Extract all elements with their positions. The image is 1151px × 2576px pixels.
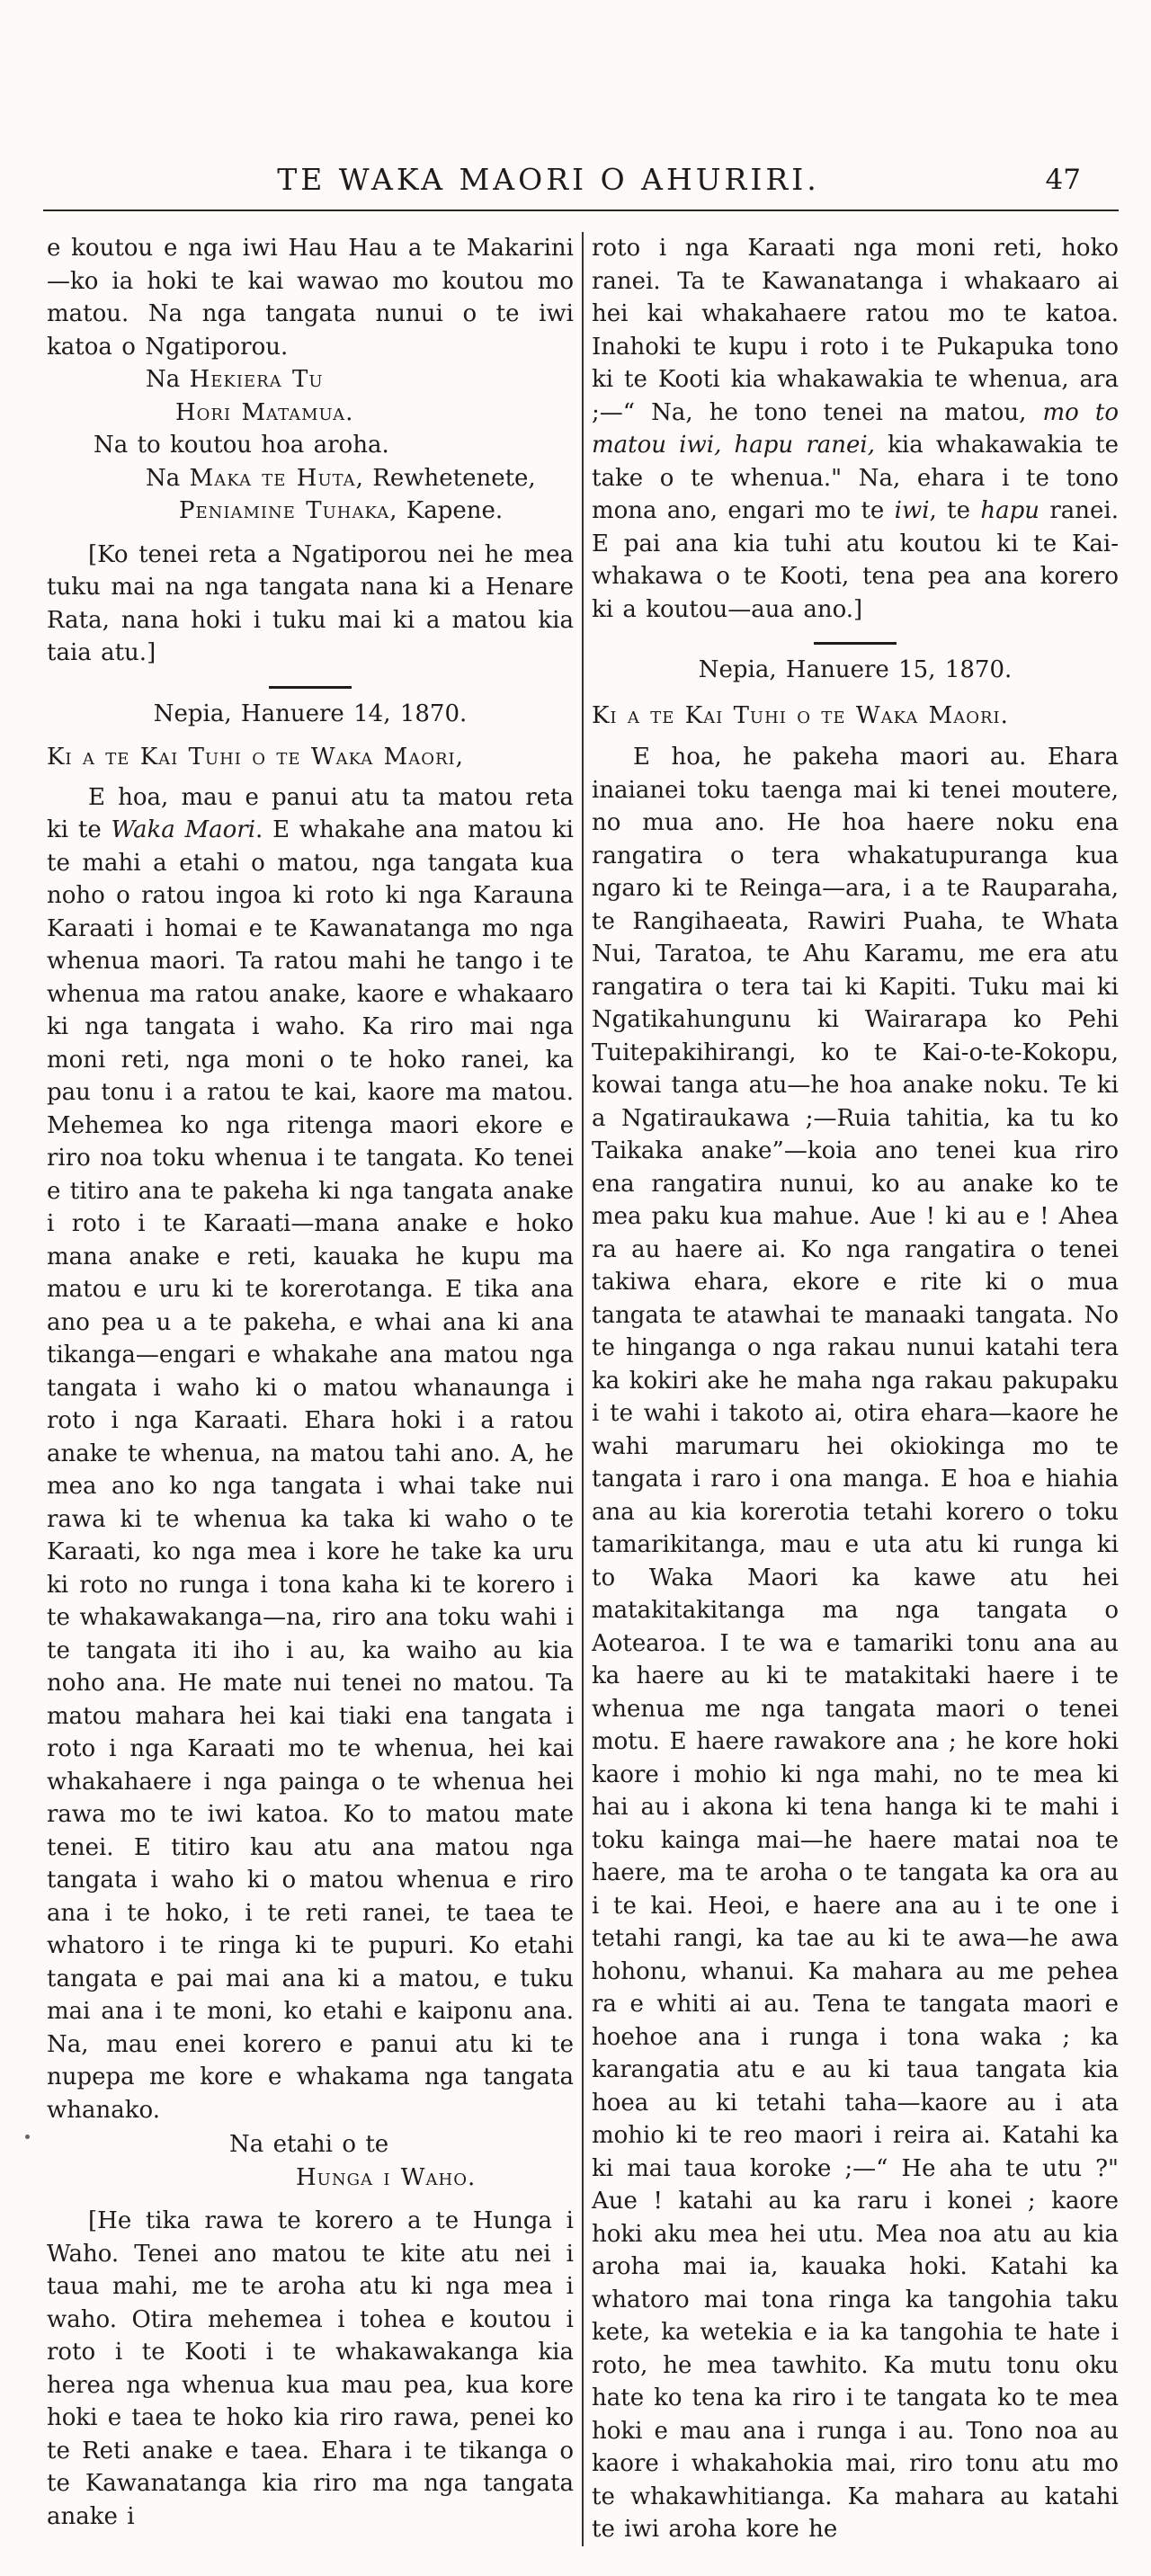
paragraph xyxy=(47,2205,574,2533)
date-line xyxy=(592,654,1119,687)
page-number: 47 xyxy=(1045,164,1081,196)
text-segment: Hunga i Waho. xyxy=(296,2163,477,2191)
text-segment: mo to matou iwi, hapu ranei, xyxy=(592,398,1119,459)
text-segment: iwi xyxy=(894,497,930,524)
paragraph xyxy=(592,232,1119,626)
text-segment: [Ko tenei reta a Ngatiporou nei he mea tuku mai na nga tangata nana ki a Henare Rata, nana hoki i tuku mai ki a matou kia taia atu.] xyxy=(47,540,574,666)
paragraph xyxy=(47,781,574,2127)
text-segment: E hoa, mau e panui atu ta matou reta ki te xyxy=(47,783,574,843)
text-segment: . E whakahe ana matou ki te mahi a etahi o matou, nga tangata kua noho o ratou ingoa ki roto ki nga Karauna Karaati i homai e te Kawanatanga mo nga whenua maori. Ta ratou mahi he tango i te whenua ma ratou anake, kaore e whakaaro ki nga tangata i waho. Ka riro mai nga moni reti, nga moni o te hoko ranei, ka pau tonu i a ratou te kai, kaore ma matou. Mehemea ko nga ritenga maori ekore e riro noa toku whenua i te tangata. Ko tenei e titiro ana te pakeha ki nga tangata anake i roto i te Karaati—mana anake e hoko mana anake e reti, kauaka he kupu ma matou e uru ki te korerotanga. E tika ana ano pea u a te pakeha, e whai ana ki ana tikanga—engari e whakahe ana matou nga tangata i waho ki o matou whanaunga i roto i nga Karaati. Ehara hoki i a ratou anake te whenua, na matou tahi ano. A, he mea ano ko nga tangata i whai take nui rawa ki te whenua ka taka ki waho o te Karaati, ko nga mea i kore he take ka uru ki roto no runga i tona kaha ki te korero i te whakawakanga—na, riro ana toku wahi i te tangata iti iho i au, ka waiho au kia noho ana. He mate nui tenei no matou. Ta matou mahara hei kai tiaki ena tangata i roto i nga Karaati mo te whenua, hei kai whakahaere i nga painga o te whenua hei rawa mo te iwi katoa. Ko to matou mate tenei. E titiro kau atu ana matou nga tangata i waho ki o matou whenua e riro ana i te hoko, i te reti ranei, te taea te whatoro i te ringa ki te pupuri. Ko etahi tangata e pai mai ana ki a matou, e tuku mai ana i te moni, ko etahi e kaiponu ana. Na, mau enei korero e panui atu ki te nupepa me kore e whakama nga tangata whanako. xyxy=(47,816,574,2124)
text-segment: Maka te Huta xyxy=(189,464,356,492)
text-segment: , Rewhetenete, xyxy=(355,464,536,492)
text-segment: Ki a te Kai Tuhi o te Waka Maori, xyxy=(47,744,464,771)
text-segment: roto i nga Karaati nga moni reti, hoko ranei. Ta te Kawanatanga i whakaaro ai hei kai whakahaere ratou mo te katoa. Inahoki te kupu i roto i te Pukapuka tono ki te Kooti kia whakawakia te whenua, ara ;—“ Na, he tono tenei na matou, xyxy=(592,235,1119,426)
text-segment: Ki a te Kai Tuhi o te Waka Maori. xyxy=(592,701,1009,729)
text-segment: hapu xyxy=(980,497,1039,524)
text-segment: , Kapene. xyxy=(389,497,504,524)
header-rule xyxy=(43,209,1119,211)
signature-line xyxy=(179,495,574,528)
text-segment: Nepia, Hanuere 15, 1870. xyxy=(698,656,1013,683)
signature-line xyxy=(146,363,574,397)
divider-rule xyxy=(269,686,352,689)
letter-heading xyxy=(592,700,1119,733)
print-artifact-dot xyxy=(25,2135,30,2139)
paragraph xyxy=(47,232,574,363)
divider-rule xyxy=(814,642,897,645)
text-segment: Na xyxy=(146,464,190,492)
signature-line xyxy=(94,429,574,462)
left-column xyxy=(47,232,574,2546)
text-segment: ranei. E pai ana kia tuhi atu koutou ki te Kai-whakawa o te Kooti, tena pea ana korero ki a koutou—aua ano.] xyxy=(592,497,1119,623)
text-segment: kia whakawakia te take o te whenua." Na, ehara i te tono mona ano, engari mo te xyxy=(592,432,1119,524)
text-segment: Hekiera Tu xyxy=(189,366,324,393)
text-columns xyxy=(47,232,1119,2546)
column-divider-rule xyxy=(582,232,584,2546)
text-segment: , te xyxy=(929,497,981,524)
text-segment: Na to koutou hoa aroha. xyxy=(94,432,389,459)
text-segment: e koutou e nga iwi Hau Hau a te Makarini —ko ia hoki te kai wawao mo koutou mo matou. Na nga tangata nunui o te iwi katoa o Ngatiporou. xyxy=(47,235,574,361)
signature-line xyxy=(146,462,574,495)
text-segment: Na etahi o te xyxy=(229,2131,389,2158)
text-segment: [He tika rawa te korero a te Hunga i Waho. Tenei ano matou te kite atu nei i taua mahi, me te aroha atu ki nga mea i waho. Otira mehemea i tohea e koutou i roto i te Kooti i te whakawakanga kia herea nga whenua kua mau pea, kua kore hoki e taea te hoko kia riro rawa, penei ko te Reti anake e taea. Ehara i te tikanga o te Kawanatanga kia riro ma nga tangata anake i xyxy=(47,2207,574,2530)
paragraph xyxy=(47,539,574,670)
date-line xyxy=(47,698,574,731)
signature-line xyxy=(296,2162,574,2195)
text-segment: E hoa, he pakeha maori au. Ehara inaianei toku taenga mai ki tenei moutere, no mua ano. He hoa haere noku ena rangatira o tera whakatupuranga kua ngaro ki te Reinga—ara, i a te Rauparaha, te Rangihaeata, Rawiri Puaha, te Whata Nui, Taratoa, te Ahu Karamu, me era atu rangatira o tera tai ki Kapiti. Tuku mai ki Ngatikahungunu ki Wairarapa ko Pehi Tuitepakihirangi, ko te Kai-o-te-Kokopu, kowai tanga atu—he hoa anake noku. Te ki a Ngatiraukawa ;—Ruia tahitia, ka tu ko Taikaka anake”—koia ano tenei kua riro ena rangatira nunui, ko au anake ko te mea paku kua mahue. Aue ! ki au e ! Ahea ra au haere ai. Ko nga rangatira o tenei takiwa ehara, ekore e rite ki o mua tangata te atawhai te manaaki tangata. No te hinganga o nga rakau nunui katahi tera ka kokiri ake he maha nga rakau pakupaku i te wahi i takoto ai, otira ehara—kaore he wahi marumaru hei okiokinga mo te tangata i raro i ona manga. E hoa e hiahia ana au kia korerotia tetahi korero o toku tamarikitanga, mau e uta atu ki runga ki to Waka Maori ka kawe atu hei matakitakitanga ma nga tangata o Aotearoa. I te wa e tamariki tonu ana au ka haere au ki te matakitaki haere i te whenua me nga tangata maori o tenei motu. E haere rawakore ana ; he kore hoki kaore i mohio ki nga mahi, no te mea ki hai au i akona ki tena hanga ki te mahi i toku kainga mai—he haere matai noa te haere, ma te aroha o te tangata ka ora au i te kai. Heoi, e haere ana au i te one i tetahi rangi, ka tae au ki te awa—he awa hohonu, whanui. Ka mahara au me pehea ra e whiti ai au. Tena te tangata maori e hoehoe ana i runga i tona waka ; ka karangatia atu e au ki taua tangata kia hoea au ki tetahi taha—kaore au i ata mohio ki te reo maori i reira ai. Katahi ka ki mai taua koroke ;—“ He aha te utu ?" Aue ! katahi au ka raru i konei ; kaore hoki aku mea hei utu. Mea noa atu au kia aroha mai ia, kauaka hoki. Katahi ka whatoro mai tona ringa ka tangohia taku kete, ka wetekia e ia ka tangohia te hate i roto, he mea tawhito. Ka mutu tonu oku hate ko tena ka riro i te tangata ko te mea hoki e mau ana i runga i au. Tono noa au kaore i whakahokia mai, riro tonu atu mo te whakawhitianga. Ka mahara au katahi te iwi aroha kore he xyxy=(592,744,1119,2543)
right-column xyxy=(592,232,1119,2546)
text-segment: Na xyxy=(146,366,190,393)
text-segment: Hori Matamua. xyxy=(175,398,354,426)
paragraph xyxy=(592,741,1119,2546)
masthead-title: TE WAKA MAORI O AHURIRI. xyxy=(277,162,820,197)
letter-heading xyxy=(47,741,574,774)
signature-line xyxy=(175,397,574,430)
text-segment: Peniamine Tuhaka xyxy=(179,497,390,524)
text-segment: Waka Maori xyxy=(111,816,256,843)
signature-line xyxy=(229,2128,574,2162)
text-segment: Nepia, Hanuere 14, 1870. xyxy=(153,700,468,727)
